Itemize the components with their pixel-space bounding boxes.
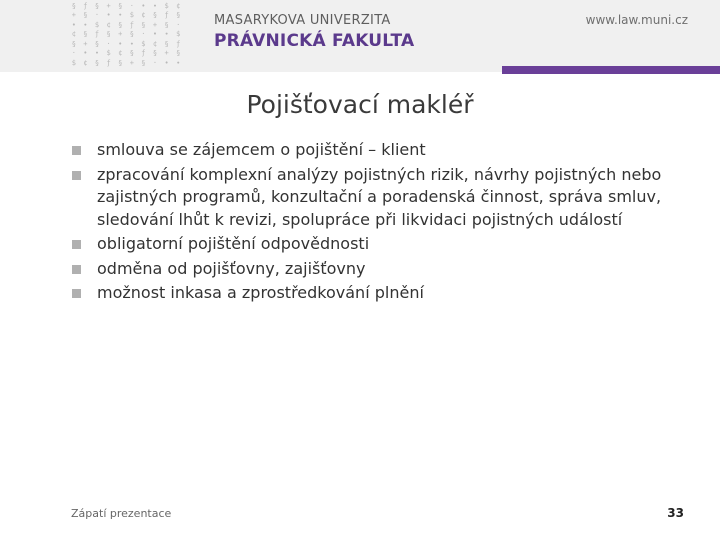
bullet-list [70, 139, 690, 307]
bullet-text: možnost inkasa a zprostředkování plnění [97, 283, 424, 302]
logo-pattern: § ƒ § + § · • ∙ $ ¢ + § · • ∙ $ ¢ § ƒ § • ∙ $ ¢ § ƒ § + § · ¢ § ƒ § + § · • ∙ $ § + § · • ∙ $ ¢ § ƒ · • ∙ $ ¢ § ƒ § + § $ ¢ § ƒ § + § · • ∙ [71, 2, 181, 67]
bullet-item [70, 282, 690, 305]
square-bullet-icon [72, 265, 81, 274]
university-name: MASARYKOVA UNIVERZITA [214, 13, 391, 28]
bullet-text: odměna od pojišťovny, zajišťovny [97, 258, 366, 278]
header-accent-bar [502, 66, 720, 74]
website-url[interactable]: www.law.muni.cz [585, 13, 688, 27]
slide-title: Pojišťovací makléř [246, 90, 474, 119]
page-number: 33 [667, 506, 684, 520]
square-bullet-icon [72, 171, 81, 180]
bullet-item [70, 164, 690, 232]
square-bullet-icon [72, 240, 81, 249]
slide-header [0, 0, 720, 72]
bullet-text: zpracování komplexní analýzy pojistných rizik, návrhy pojistných nebo zajistných programů, konzultační a poradenská činnost, správa smluv, sledování lhůt k revizi, spolupráce při likvidaci pojistných událostí [97, 164, 662, 229]
bullet-item [70, 139, 690, 162]
faculty-name: PRÁVNICKÁ FAKULTA [214, 31, 415, 51]
footer-text: Zápatí prezentace [71, 507, 172, 520]
bullet-item [70, 258, 690, 281]
bullet-item [70, 233, 690, 256]
square-bullet-icon [72, 289, 81, 298]
bullet-text: smlouva se zájemcem o pojištění – klient [97, 140, 426, 159]
square-bullet-icon [72, 146, 81, 155]
bullet-text: obligatorní pojištění odpovědnosti [97, 234, 370, 253]
